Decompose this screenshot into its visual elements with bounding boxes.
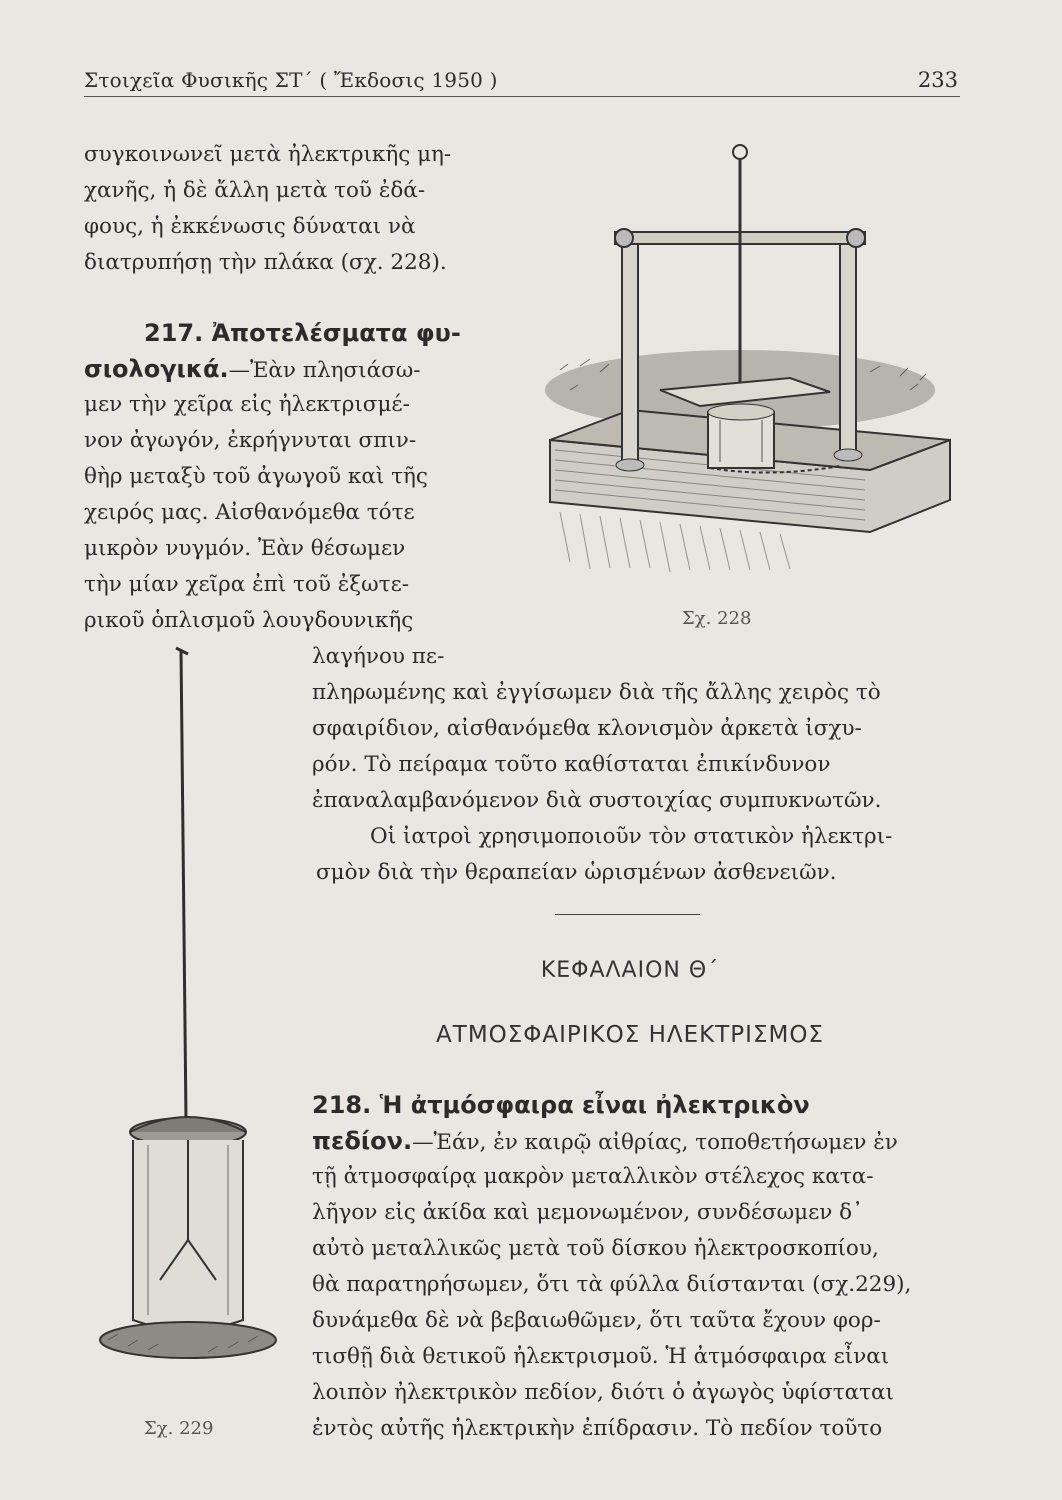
chapter-label: ΚΕΦΑΛΑΙΟΝ Θ΄ [540,958,720,983]
intro-line: διατρυπήσῃ τὴν πλάκα (σχ. 228). [84,250,447,275]
section-217-line: λαγήνου πε- [312,644,445,669]
section-217-lead: —Ἐὰν πλησιάσω- [228,358,421,383]
section-217-line: Οἱ ἰατροὶ χρησιμοποιοῦν τὸν στατικὸν ἠλεκτρι- [370,824,893,849]
section-217-line: θὴρ μεταξὺ τοῦ ἀγωγοῦ καὶ τῆς [84,464,428,489]
figure-228-caption: Σχ. 228 [682,608,752,629]
header-title: Στοιχεῖα Φυσικῆς ΣΤ΄ ( Ἔκδοσις 1950 ) [84,68,498,92]
section-218-heading: 218. Ἡ ἀτμόσφαιρα εἶναι ἠλεκτρικὸν [312,1091,810,1119]
section-217-heading: 217. Ἀποτελέσματα φυ- [144,319,461,347]
running-header [84,66,960,97]
figure-229-caption: Σχ. 229 [144,1418,214,1439]
intro-line: χανῆς, ἡ δὲ ἄλλη μετὰ τοῦ ἐδά- [84,178,426,203]
section-218-line: τῇ ἀτμοσφαίρᾳ μακρὸν μεταλλικὸν στέλεχος κατα- [312,1164,874,1189]
section-217-line: ρόν. Τὸ πείραμα τοῦτο καθίσταται ἐπικίνδυνον [312,752,831,777]
section-217-line: ἐπαναλαμβανόμενον διὰ συστοιχίας συμπυκνωτῶν. [312,788,882,813]
section-217-line: νον ἀγωγόν, ἐκρήγνυται σπιν- [84,428,417,453]
section-217-line: μικρὸν νυγμόν. Ἐὰν θέσωμεν [84,536,406,561]
section-217-line: σφαιρίδιον, αἰσθανόμεθα κλονισμὸν ἀρκετὰ ἰσχυ- [312,716,862,741]
section-217-heading-line2 [84,354,421,386]
section-218-line: θὰ παρατηρήσωμεν, ὅτι τὰ φύλλα διίστανται (σχ.229), [312,1272,912,1297]
section-218-line: ἐντὸς αὐτῆς ἠλεκτρικὴν ἐπίδρασιν. Τὸ πεδίον τοῦτο [312,1416,883,1441]
section-218-line: λοιπὸν ἠλεκτρικὸν πεδίον, διότι ὁ ἀγωγὸς ὑφίσταται [312,1380,894,1405]
section-217-line: μεν τὴν χεῖρα εἰς ἠλεκτρισμέ- [84,392,410,417]
section-217-line: σμὸν διὰ τὴν θεραπείαν ὡρισμένων ἀσθενειῶν. [316,860,837,885]
section-217-line: τὴν μίαν χεῖρα ἐπὶ τοῦ ἐξωτε- [84,572,409,597]
intro-line: συγκοινωνεῖ μετὰ ἠλεκτρικῆς μη- [84,142,452,167]
chapter-title: ΑΤΜΟΣΦΑΙΡΙΚΟΣ ΗΛΕΚΤΡΙΣΜΟΣ [436,1022,824,1048]
intro-line: φους, ἡ ἐκκένωσις δύναται νὰ [84,214,416,239]
section-218-line: τισθῇ διὰ θετικοῦ ἠλεκτρισμοῦ. Ἡ ἀτμόσφαιρα εἶναι [312,1344,890,1369]
page-number: 233 [917,68,958,92]
section-218-line: αὐτὸ μεταλλικῶς μετὰ τοῦ δίσκου ἠλεκτροσκοπίου, [312,1236,879,1261]
section-218-heading-end: πεδίον. [312,1127,413,1155]
section-217-line: χειρός μας. Αἰσθανόμεθα τότε [84,500,415,525]
figure-229-illustration [78,640,308,1420]
section-217-heading-end: σιολογικά. [84,355,229,383]
section-217-line: ρικοῦ ὁπλισμοῦ λουγδουνικῆς [84,608,414,633]
section-217-line: πληρωμένης καὶ ἐγγίσωμεν διὰ τῆς ἄλλης χειρὸς τὸ [312,680,881,705]
section-218-lead: —Ἐάν, ἐν καιρῷ αἰθρίας, τοποθετήσωμεν ἐν [412,1130,898,1155]
section-218-line: δυνάμεθα δὲ νὰ βεβαιωθῶμεν, ὅτι ταῦτα ἔχουν φορ- [312,1308,881,1333]
section-218-heading-line2 [312,1126,898,1158]
figure-228-illustration [540,140,960,610]
section-divider [555,914,700,915]
section-218-line: λῆγον εἰς ἀκίδα καὶ μεμονωμένον, συνδέσωμεν δ᾽ [312,1200,863,1225]
